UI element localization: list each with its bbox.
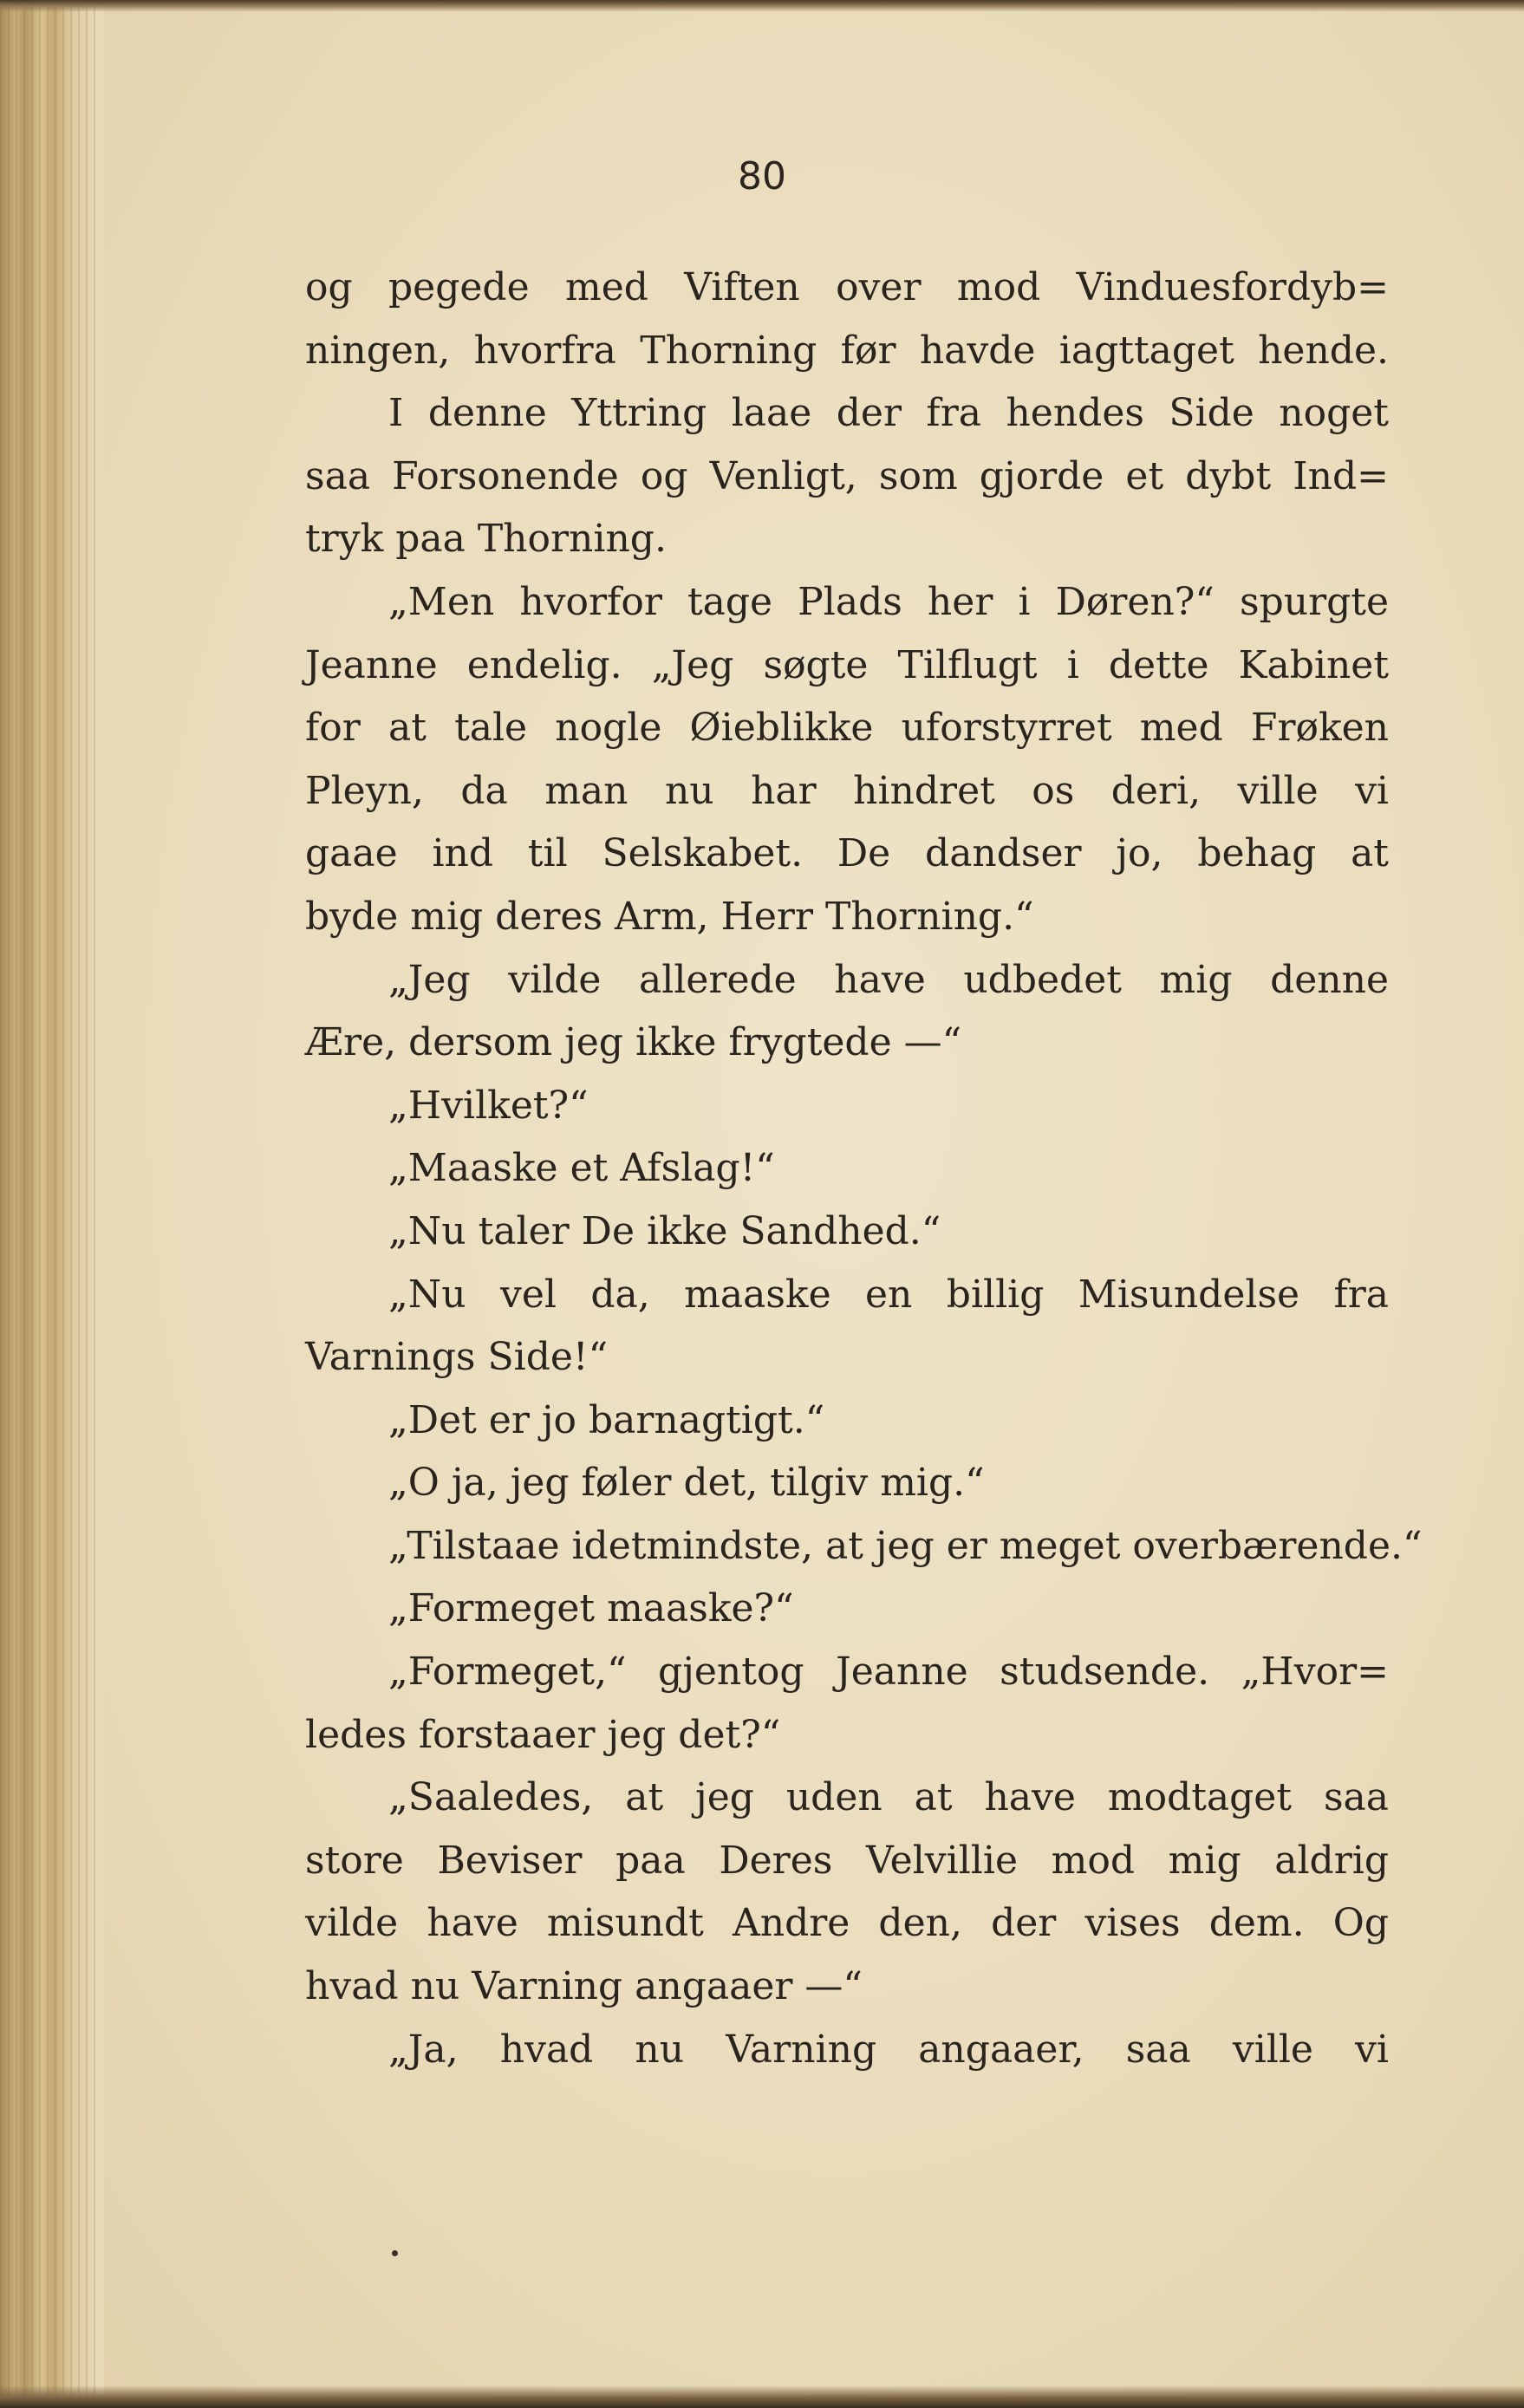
text-line: Jeanne endelig. „Jeg søgte Tilflugt i dette Kabinet [305, 642, 1389, 687]
text-line: hvad nu Varning angaaer —“ [305, 1964, 863, 2009]
page-number: 80 [738, 154, 786, 198]
text-line: og pegede med Viften over mod Vinduesfordyb= [305, 265, 1389, 309]
body-text [305, 257, 1423, 2081]
text-line: „Men hvorfor tage Plads her i Døren?“ spurgte [388, 579, 1389, 624]
text-line: I denne Yttring laae der fra hendes Side noget [388, 391, 1389, 436]
text-line: „Tilstaae idetmindste, at jeg er meget overbærende.“ [388, 1523, 1423, 1568]
text-line: „Jeg vilde allerede have udbedet mig denne [388, 957, 1389, 1002]
text-line: „Saaledes, at jeg uden at have modtaget saa [388, 1775, 1389, 1820]
text-line: vilde have misundt Andre den, der vises dem. Og [305, 1901, 1389, 1946]
text-line: „Nu taler De ikke Sandhed.“ [388, 1208, 941, 1253]
top-page-edge [0, 0, 1524, 12]
text-line: „O ja, jeg føler det, tilgiv mig.“ [388, 1461, 985, 1506]
text-line: „Maaske et Afslag!“ [388, 1146, 775, 1191]
text-line: „Formeget maaske?“ [388, 1586, 794, 1631]
text-line: tryk paa Thorning. [305, 517, 667, 562]
text-line: „Det er jo barnagtigt.“ [388, 1397, 825, 1442]
text-line: Pleyn, da man nu har hindret os deri, ville vi [305, 768, 1389, 813]
text-line: Varnings Side!“ [305, 1335, 609, 1380]
ink-speck [392, 2250, 398, 2256]
text-line: gaae ind til Selskabet. De dandser jo, behag at [305, 831, 1389, 876]
text-line: ningen, hvorfra Thorning før havde iagttaget hende. [305, 328, 1389, 373]
text-line: Ære, dersom jeg ikke frygtede —“ [305, 1020, 962, 1065]
text-line: „Ja, hvad nu Varning angaaer, saa ville vi [388, 2027, 1389, 2072]
text-line: byde mig deres Arm, Herr Thorning.“ [305, 894, 1034, 939]
gutter-texture [0, 0, 95, 2408]
text-line: saa Forsonende og Venligt, som gjorde et dybt Ind= [305, 453, 1389, 498]
text-line: „Formeget,“ gjentog Jeanne studsende. „Hvor= [388, 1650, 1389, 1695]
bottom-page-edge [0, 2385, 1524, 2408]
text-line: „Hvilket?“ [388, 1083, 589, 1128]
text-line: ledes forstaaer jeg det?“ [305, 1712, 781, 1757]
text-line: for at tale nogle Øieblikke uforstyrret med Frøken [305, 706, 1389, 751]
text-line: store Beviser paa Deres Velvillie mod mig aldrig [305, 1838, 1389, 1883]
text-line: „Nu vel da, maaske en billig Misundelse fra [388, 1272, 1389, 1317]
